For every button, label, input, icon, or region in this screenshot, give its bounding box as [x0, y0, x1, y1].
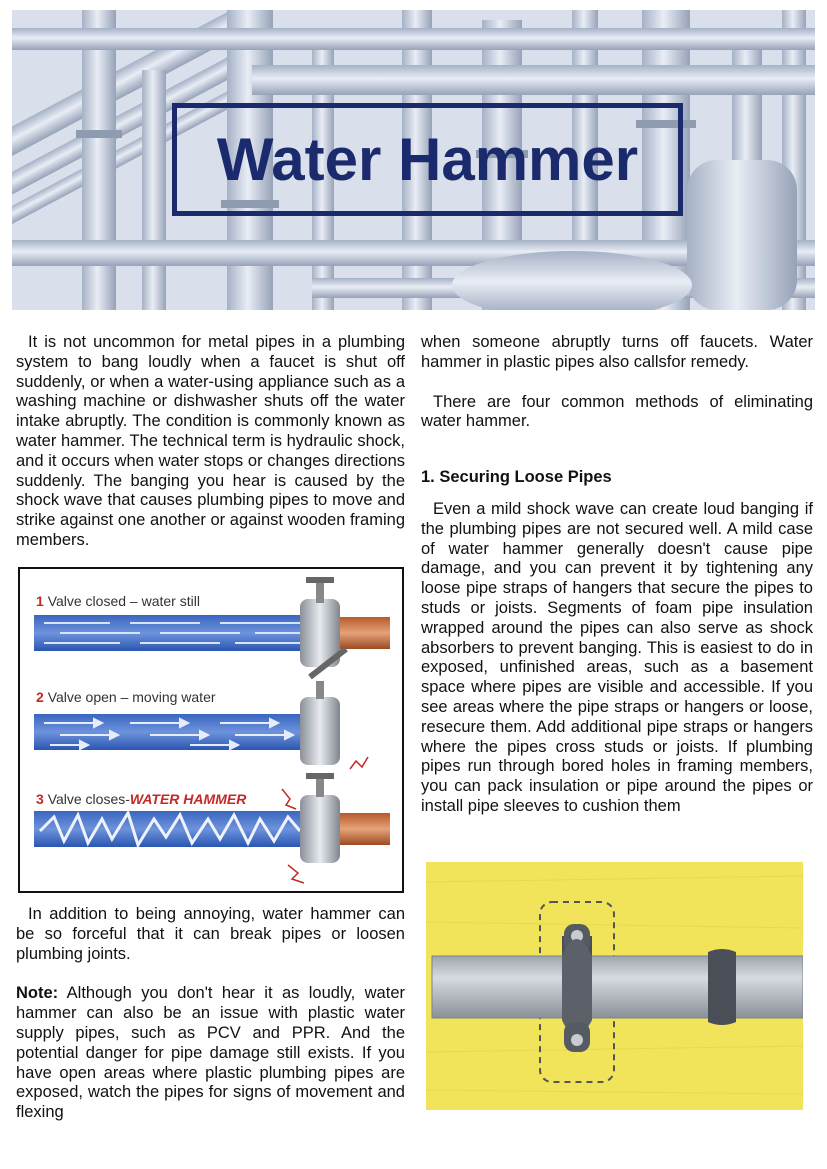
right-column — [421, 333, 813, 817]
section-1-heading: 1. Securing Loose Pipes — [421, 468, 612, 487]
hero-image — [12, 10, 815, 310]
step-3-label — [36, 791, 246, 807]
step-2-label — [36, 689, 216, 705]
water-hammer-diagram — [18, 567, 404, 893]
step-1-number: 1 — [36, 593, 44, 609]
valve-pipe-illustration — [20, 569, 402, 891]
section-1-body: Even a mild shock wave can create loud banging if the plumbing pipes are not secured well. A mild case of water hammer generally doesn't cause pipe damage, and you can prevent it by tightening any loose pipe straps of hangers that secure the pipes to studs or joists. Segments of foam pipe insulation wrapped around the pipes can also serve as shock absorbers to prevent banging. This is easiest to do in exposed, unfinished areas, such as a basement space where pipes are visible and accessible. If you see areas where the pipe straps or hangers or loose, resecure them. Add additional pipe straps or hangers where the pipes cross studs or joists. If plumbing pipes run through bored holes in framing members, you can pack insulation or pipe around the pipes or install pipe sleeves to cushion them — [421, 499, 813, 815]
left-column-bottom — [16, 905, 405, 1123]
step-2-number: 2 — [36, 689, 44, 705]
note-text: Although you don't hear it as loudly, water hammer can also be an issue with plastic water supply pipes, such as PCV and PPR. And the potential danger for pipe damage still exists. If you have open areas where plastic plumbing pipes are exposed, watch the pipes for signs of movement and flexing — [16, 984, 405, 1122]
continued-paragraph: when someone abruptly turns off faucets. Water hammer in plastic pipes also callsfor remedy. — [421, 333, 813, 371]
step-2-text: Valve open – moving water — [47, 689, 216, 705]
step-3-text: Valve closes- — [47, 791, 130, 807]
step-1-label — [36, 593, 200, 609]
step-1-text: Valve closed – water still — [47, 593, 200, 609]
step-3-number: 3 — [36, 791, 44, 807]
intro-paragraph: It is not uncommon for metal pipes in a plumbing system to bang loudly when a faucet is shut off suddenly, or when a water-using appliance such as a washing machine or dishwasher shuts off the water intake abruptly. The condition is commonly known as water hammer. The technical term is hydraulic shock, and it occurs when water stops or changes directions suddenly. The banging you hear is caused by the shock wave that causes plumbing pipes to move and strike against one another or against wooden framing members. — [16, 333, 405, 549]
page-title: Water Hammer — [216, 126, 639, 193]
methods-paragraph: There are four common methods of eliminating water hammer. — [421, 392, 813, 431]
pipe-clamp-graphic — [426, 862, 803, 1110]
title-frame — [172, 103, 683, 216]
pipe-strap-illustration — [426, 862, 803, 1110]
annoying-paragraph: In addition to being annoying, water hammer can be so forceful that it can break pipes or loosen plumbing joints. — [16, 905, 405, 963]
step-3-emphasis: WATER HAMMER — [129, 791, 247, 807]
note-paragraph — [16, 984, 405, 1123]
note-label: Note: — [16, 984, 59, 1003]
left-column-intro — [16, 333, 405, 551]
